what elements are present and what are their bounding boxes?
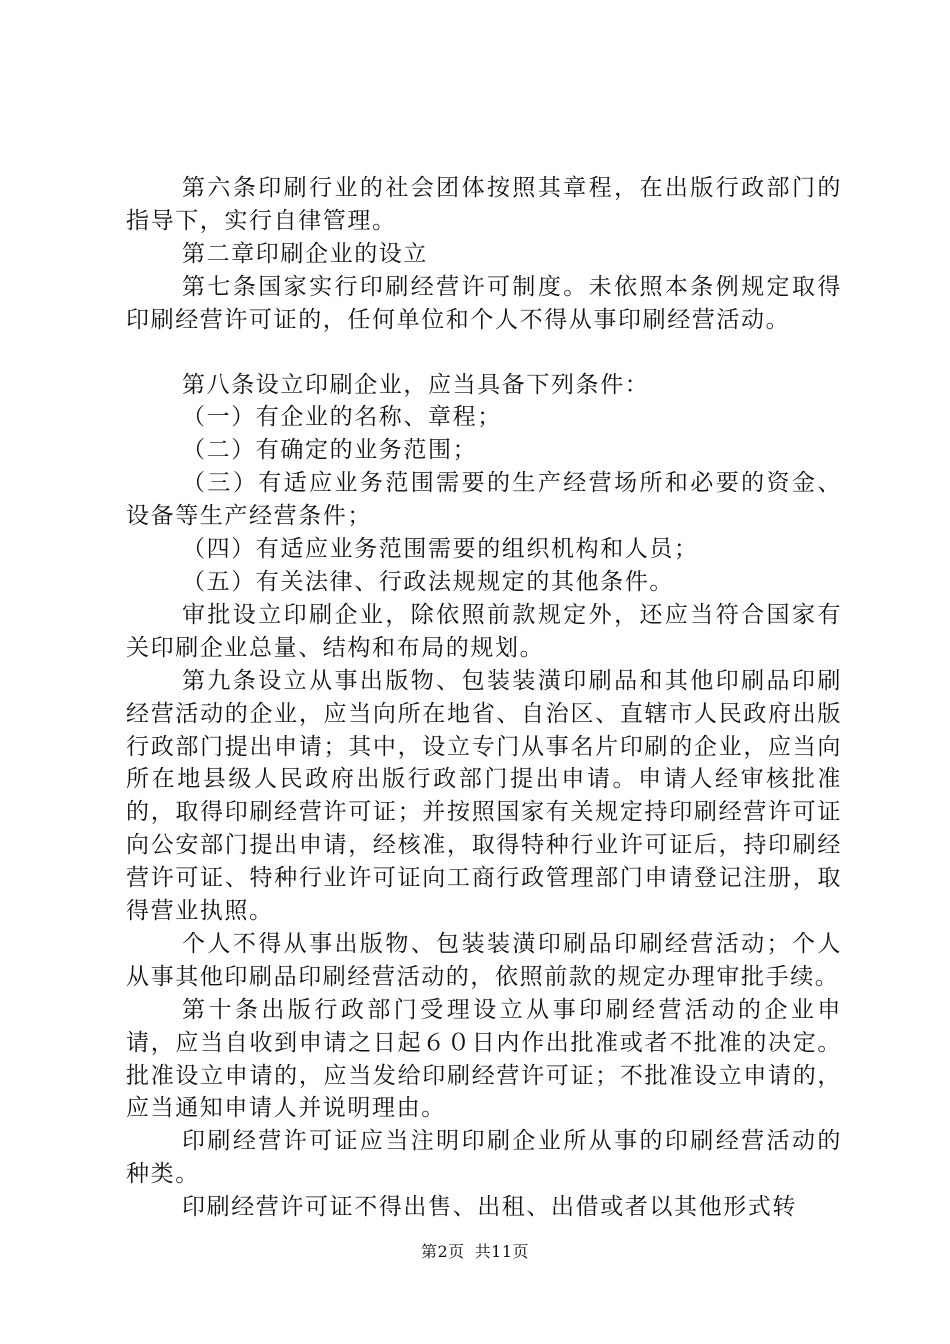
condition-5-item: （五）有关法律、行政法规规定的其他条件。 (182, 568, 674, 595)
article-8-paragraph: 第八条设立印刷企业，应当具备下列条件： (182, 371, 650, 398)
article-7-paragraph: 第七条国家实行印刷经营许可制度。未依照本条例规定取得印刷经营许可证的，任何单位和个人不得从事印刷经营活动。 (126, 273, 842, 333)
condition-4-item: （四）有适应业务范围需要的组织机构和人员； (182, 536, 699, 563)
approval-planning-paragraph: 审批设立印刷企业，除依照前款规定外，还应当符合国家有关印刷企业总量、结构和布局的规划。 (126, 601, 842, 661)
condition-2-item: （二）有确定的业务范围； (182, 437, 478, 464)
total-pages: 共11页 (474, 1242, 530, 1261)
article-9-paragraph: 第九条设立从事出版物、包装装潢印刷品和其他印刷品印刷经营活动的企业，应当向所在地省、自治区、直辖市人民政府出版行政部门提出申请；其中，设立专门从事名片印刷的企业，应当向所在地县级人民政府出版行政部门提出申请。申请人经审核批准的，取得印刷经营许可证；并按照国家有关规定持印刷经营许可证向公安部门提出申请，经核准，取得特种行业许可证后，持印刷经营许可证、特种行业许可证向工商行政管理部门申请登记注册，取得营业执照。 (126, 667, 842, 925)
article-10-paragraph: 第十条出版行政部门受理设立从事印刷经营活动的企业申请，应当自收到申请之日起６０日内作出批准或者不批准的决定。批准设立申请的，应当发给印刷经营许可证；不批准设立申请的，应当通知申请人并说明理由。 (126, 996, 842, 1122)
license-transfer-paragraph: 印刷经营许可证不得出售、出租、出借或者以其他形式转 (182, 1194, 797, 1221)
page-number: 第2页 (420, 1242, 465, 1261)
article-6-paragraph: 第六条印刷行业的社会团体按照其章程，在出版行政部门的指导下，实行自律管理。 (126, 175, 842, 234)
individual-restriction-paragraph: 个人不得从事出版物、包装装潢印刷品印刷经营活动；个人从事其他印刷品印刷经营活动的，依照前款的规定办理审批手续。 (126, 930, 842, 990)
condition-3-item: （三）有适应业务范围需要的生产经营场所和必要的资金、设备等生产经营条件； (126, 470, 842, 530)
chapter-2-heading: 第二章印刷企业的设立 (182, 240, 428, 267)
condition-1-item: （一）有企业的名称、章程； (182, 404, 502, 431)
page-footer (0, 1242, 950, 1262)
license-types-paragraph: 印刷经营许可证应当注明印刷企业所从事的印刷经营活动的种类。 (126, 1128, 842, 1188)
document-body (126, 172, 842, 1224)
